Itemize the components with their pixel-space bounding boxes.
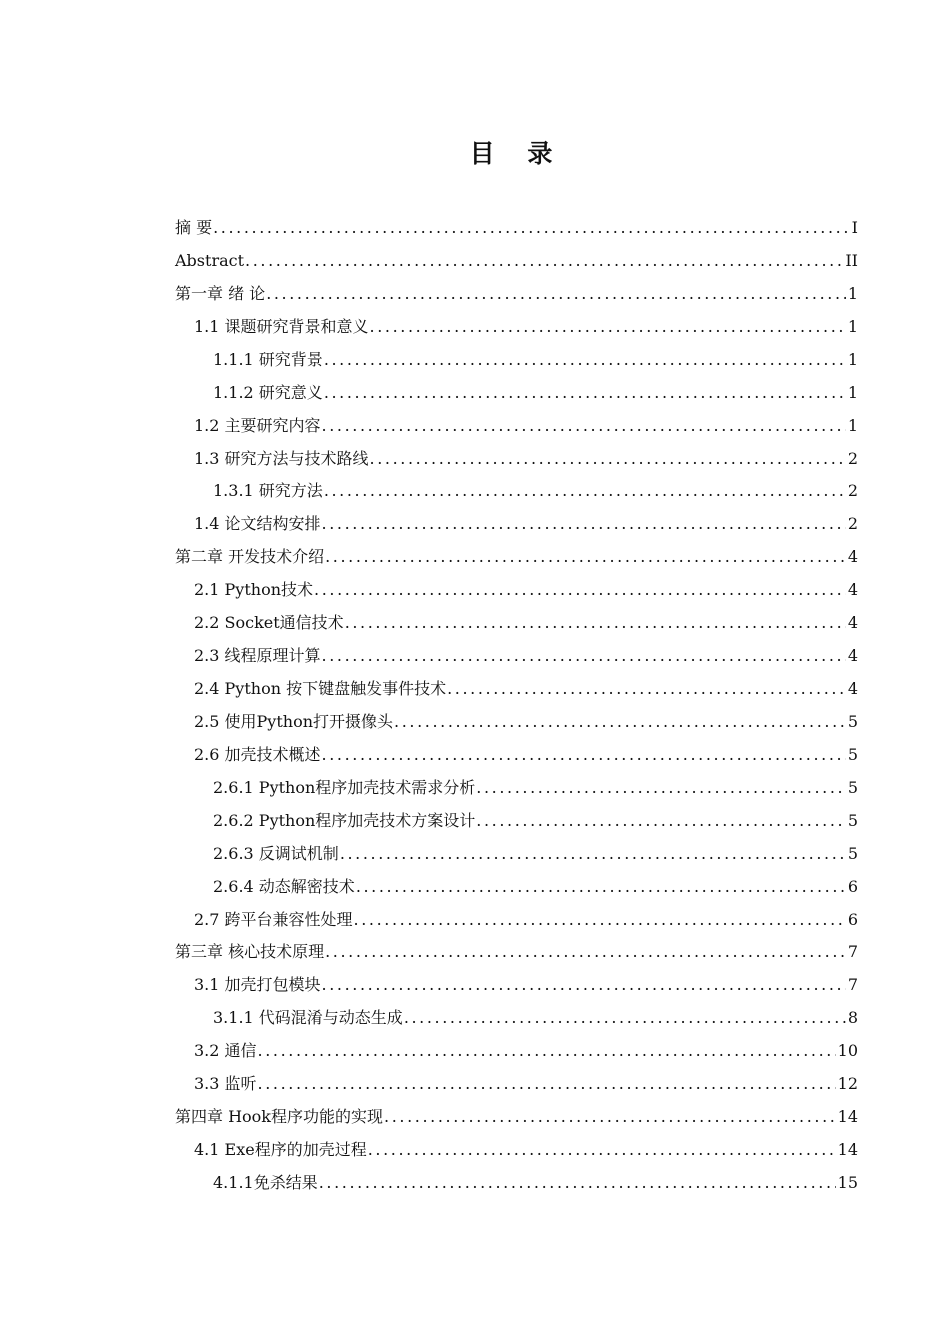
toc-entry-label: 第四章 Hook程序功能的实现 — [175, 1107, 384, 1127]
toc-entry-label: 2.6.1 Python程序加壳技术需求分析 — [213, 777, 476, 797]
toc-entry-label: 2.5 使用Python打开摄像头 — [194, 711, 394, 731]
toc-leader-dots — [245, 251, 843, 271]
toc-entry[interactable] — [194, 574, 858, 600]
toc-leader-dots — [324, 350, 846, 370]
toc-entry-label: 1.1.1 研究背景 — [213, 349, 323, 369]
toc-entry-label: 4.1 Exe程序的加壳过程 — [194, 1140, 367, 1160]
toc-entry-label: 3.1.1 代码混淆与动态生成 — [213, 1008, 403, 1028]
toc-entry-page: 1 — [847, 316, 858, 336]
toc-leader-dots — [384, 1107, 836, 1127]
toc-entry[interactable] — [175, 278, 858, 304]
toc-entry-label: 4.1.1免杀结果 — [213, 1172, 318, 1192]
toc-entry-page: 1 — [847, 349, 858, 369]
toc-entry-label: 2.6 加壳技术概述 — [194, 744, 321, 764]
toc-leader-dots — [266, 284, 846, 304]
toc-leader-dots — [322, 975, 846, 995]
toc-entry-page: 4 — [847, 679, 858, 699]
toc-entry-page: 2 — [847, 481, 858, 501]
toc-entry[interactable] — [194, 410, 858, 436]
toc-leader-dots — [340, 844, 846, 864]
toc-entry[interactable] — [194, 311, 858, 337]
toc-entry-page: 5 — [847, 711, 858, 731]
page-title: 目 录 — [469, 139, 565, 168]
toc-entry-page: 15 — [837, 1172, 858, 1192]
toc-entry-page: 1 — [847, 283, 858, 303]
toc-entry-page: 5 — [847, 810, 858, 830]
toc-leader-dots — [319, 1173, 836, 1193]
toc-entry[interactable] — [213, 377, 858, 403]
toc-leader-dots — [476, 811, 846, 831]
toc-entry[interactable] — [213, 772, 858, 798]
toc-leader-dots — [324, 481, 846, 501]
toc-leader-dots — [370, 449, 846, 469]
toc-entry-page: II — [845, 250, 858, 270]
toc-entry[interactable] — [194, 1068, 858, 1094]
toc-entry-page: 8 — [847, 1008, 858, 1028]
toc-entry-label: 2.6.3 反调试机制 — [213, 843, 339, 863]
toc-entry[interactable] — [194, 1134, 858, 1160]
toc-entry[interactable] — [213, 1167, 858, 1193]
toc-entry-page: 7 — [847, 975, 858, 995]
toc-entry-label: 2.3 线程原理计算 — [194, 646, 321, 666]
toc-entry-page: 4 — [847, 547, 858, 567]
toc-entry[interactable] — [194, 607, 858, 633]
toc-entry-page: 6 — [847, 909, 858, 929]
toc-entry-label: 3.1 加壳打包模块 — [194, 975, 321, 995]
toc-entry[interactable] — [194, 904, 858, 930]
toc-entry[interactable] — [175, 541, 858, 567]
toc-entry[interactable] — [175, 936, 858, 962]
toc-entry-label: 第二章 开发技术介绍 — [175, 547, 325, 567]
toc-leader-dots — [322, 514, 846, 534]
toc-entry[interactable] — [194, 673, 858, 699]
toc-leader-dots — [258, 1041, 836, 1061]
toc-entry-label: 2.4 Python 按下键盘触发事件技术 — [194, 679, 447, 699]
toc-leader-dots — [368, 1140, 836, 1160]
toc-entry-label: 2.6.4 动态解密技术 — [213, 876, 355, 896]
toc-leader-dots — [356, 877, 846, 897]
toc-leader-dots — [345, 613, 846, 633]
toc-entry-page: I — [851, 218, 858, 237]
toc-entry-label: 1.2 主要研究内容 — [194, 415, 321, 435]
toc-leader-dots — [324, 383, 846, 403]
toc-entry-page: 5 — [847, 777, 858, 797]
toc-leader-dots — [322, 416, 846, 436]
toc-entry-page: 7 — [847, 942, 858, 962]
toc-entry-label: 2.2 Socket通信技术 — [194, 613, 344, 633]
toc-entry[interactable] — [213, 838, 858, 864]
toc-entry-label: 第一章 绪 论 — [175, 283, 266, 303]
toc-leader-dots — [404, 1008, 846, 1028]
toc-entry-label: 摘 要 — [175, 218, 213, 237]
toc-entry-page: 4 — [847, 613, 858, 633]
toc-entry-page: 10 — [837, 1041, 858, 1061]
toc-entry-label: 2.1 Python技术 — [194, 580, 314, 600]
toc-entry[interactable] — [194, 1035, 858, 1061]
toc-entry-page: 12 — [837, 1074, 858, 1094]
toc-entry-page: 14 — [837, 1107, 858, 1127]
toc-entry[interactable] — [194, 969, 858, 995]
toc-leader-dots — [314, 580, 846, 600]
toc-leader-dots — [322, 646, 846, 666]
toc-entry-label: Abstract — [175, 250, 245, 270]
toc-entry[interactable] — [213, 344, 858, 370]
toc-leader-dots — [325, 942, 846, 962]
toc-entry-label: 2.6.2 Python程序加壳技术方案设计 — [213, 810, 476, 830]
toc-entry-label: 1.1.2 研究意义 — [213, 382, 323, 402]
toc-entry[interactable] — [213, 475, 858, 501]
toc-entry[interactable] — [194, 706, 858, 732]
toc-entry-page: 5 — [847, 744, 858, 764]
toc-entry-label: 第三章 核心技术原理 — [175, 942, 325, 962]
toc-entry-page: 1 — [847, 382, 858, 402]
toc-leader-dots — [394, 712, 846, 732]
toc-entry-page: 4 — [847, 646, 858, 666]
toc-entry[interactable] — [213, 871, 858, 897]
toc-entry-label: 3.2 通信 — [194, 1041, 257, 1061]
toc-entry-page: 14 — [837, 1140, 858, 1160]
toc-entry-label: 1.4 论文结构安排 — [194, 514, 321, 534]
toc-entry[interactable] — [194, 640, 858, 666]
toc-entry[interactable] — [175, 212, 858, 238]
toc-entry[interactable] — [194, 443, 858, 469]
toc-entry-label: 3.3 监听 — [194, 1074, 257, 1094]
toc-entry-page: 1 — [847, 415, 858, 435]
toc-entry-page: 5 — [847, 843, 858, 863]
toc-entry-page: 2 — [847, 514, 858, 534]
toc-entry-page: 4 — [847, 580, 858, 600]
toc-entry[interactable] — [194, 739, 858, 765]
toc-leader-dots — [325, 547, 846, 567]
toc-entry-label: 1.1 课题研究背景和意义 — [194, 316, 369, 336]
toc-entry[interactable] — [213, 1002, 858, 1028]
toc-entry-page: 2 — [847, 448, 858, 468]
toc-entry[interactable] — [175, 1101, 858, 1127]
toc-entry[interactable] — [175, 245, 858, 271]
toc-entry-label: 1.3.1 研究方法 — [213, 481, 323, 501]
toc-leader-dots — [354, 910, 846, 930]
toc-leader-dots — [447, 679, 846, 699]
toc-entry-label: 1.3 研究方法与技术路线 — [194, 448, 369, 468]
toc-entry[interactable] — [213, 805, 858, 831]
toc-leader-dots — [213, 218, 850, 238]
toc-leader-dots — [322, 745, 846, 765]
toc-entry-page: 6 — [847, 876, 858, 896]
toc-leader-dots — [476, 778, 846, 798]
toc-leader-dots — [370, 317, 846, 337]
toc-leader-dots — [258, 1074, 836, 1094]
toc-entry-label: 2.7 跨平台兼容性处理 — [194, 909, 353, 929]
toc-entry[interactable] — [194, 508, 858, 534]
